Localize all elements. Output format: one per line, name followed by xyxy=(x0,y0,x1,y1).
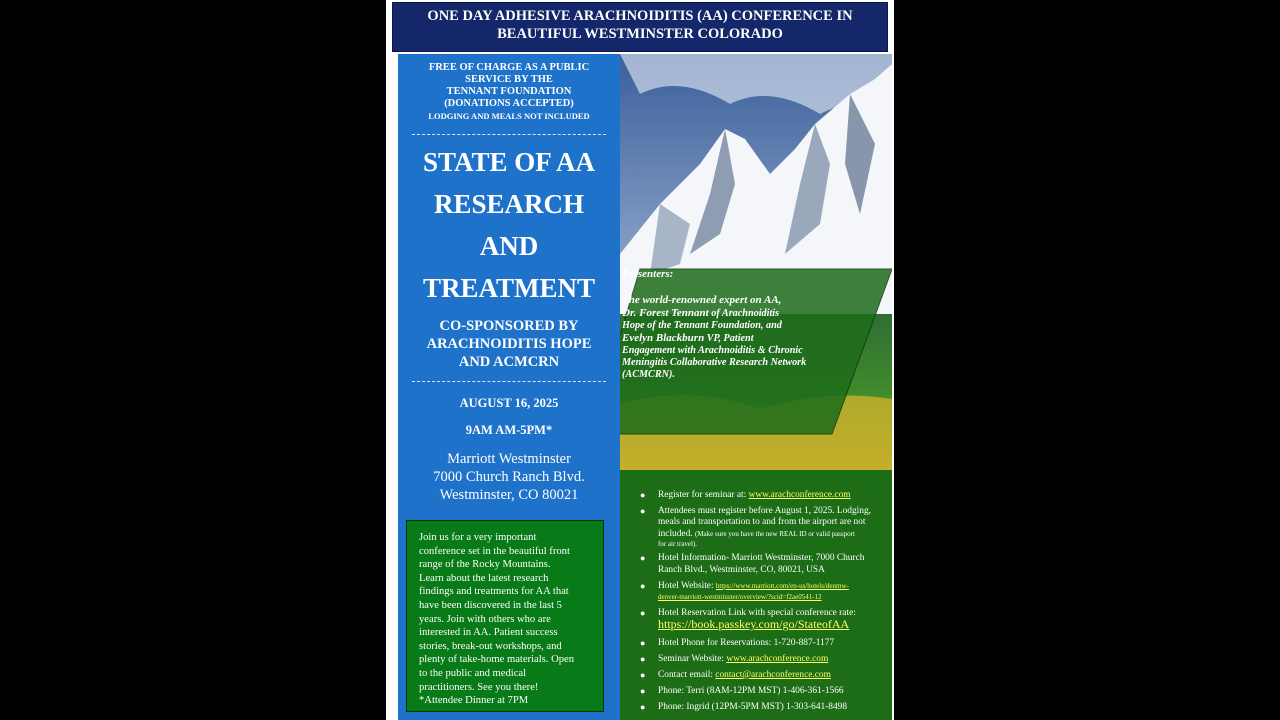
note-line: TENNANT FOUNDATION xyxy=(446,86,572,97)
dashed-divider xyxy=(412,134,606,135)
blurb-line: years. Join with others who are xyxy=(419,613,551,625)
title-line: TREATMENT xyxy=(422,273,596,303)
venue-line: Marriott Westminster xyxy=(447,451,571,467)
info-seminar-website: ● Seminar Website: www.arachconference.com xyxy=(640,653,829,664)
note-line: (DONATIONS ACCEPTED) xyxy=(444,98,574,109)
blurb-line: practitioners. See you there! xyxy=(419,681,539,693)
register-link[interactable]: www.arachconference.com xyxy=(748,490,851,500)
cosponsor-line: ARACHNOIDITIS HOPE xyxy=(426,336,592,352)
left-column xyxy=(398,54,620,720)
cosponsor-text xyxy=(398,317,620,371)
blurb-line: findings and treatments for AA that xyxy=(419,586,569,598)
note-line: SERVICE BY THE xyxy=(465,74,553,85)
flyer-header xyxy=(392,2,888,52)
event-date: AUGUST 16, 2025 xyxy=(459,396,559,410)
blurb-line: Join us for a very important xyxy=(419,532,537,543)
info-hotel-website: ● Hotel Website: https://www.marriott.com/en-us/hotels/denmw- denver-marriott-westminster/overview/?scid=f2ae0541-12 xyxy=(640,580,849,601)
title-line: RESEARCH xyxy=(433,189,585,219)
free-of-charge-note xyxy=(398,62,620,122)
mountain-landscape-image xyxy=(620,54,892,470)
venue-line: Westminster, CO 80021 xyxy=(439,487,579,503)
blurb-line: *Attendee Dinner at 7PM xyxy=(419,695,529,707)
note-line-small: LODGING AND MEALS NOT INCLUDED xyxy=(428,111,590,121)
right-column xyxy=(620,54,892,720)
info-hotel-phone: ● Hotel Phone for Reservations: 1-720-887-1177 xyxy=(640,637,835,648)
venue-line: 7000 Church Ranch Blvd. xyxy=(433,469,585,485)
header-line-1: ONE DAY ADHESIVE ARACHNOIDITIS (AA) CONFERENCE IN xyxy=(427,8,853,24)
reservation-link[interactable]: https://book.passkey.com/go/StateofAA xyxy=(658,617,850,632)
blurb-line: stories, break-out workshops, and xyxy=(419,640,562,652)
note-line: FREE OF CHARGE AS A PUBLIC xyxy=(428,62,590,73)
event-time: 9AM AM-5PM* xyxy=(465,423,553,437)
hotel-website-link-cont[interactable]: denver-marriott-westminster/overview/?scid=f2ae0541-12 xyxy=(658,592,822,601)
real-id-note: (Make sure you have the new REAL ID or valid passport xyxy=(694,529,855,538)
info-hotel: ● Hotel Information- Marriott Westminster, 7000 Church Ranch Blvd., Westminster, CO, 80021, USA xyxy=(640,553,865,575)
info-attendees: ● Attendees must register before August 1, 2025. Lodging, meals and transportation to and from the airport are not included. (Make sure you have the new REAL ID or valid passport for air travel). xyxy=(640,506,871,548)
cosponsor-line: CO-SPONSORED BY xyxy=(439,318,579,334)
seminar-website-link[interactable]: www.arachconference.com xyxy=(726,653,829,664)
venue-address xyxy=(398,450,620,504)
event-title xyxy=(398,141,620,309)
hotel-website-link[interactable]: https://www.marriott.com/en-us/hotels/denmw- xyxy=(715,581,849,590)
header-line-2: BEAUTIFUL WESTMINSTER COLORADO xyxy=(497,26,783,42)
info-phone-ingrid: ● Phone: Ingrid (12PM-5PM MST) 1-303-641-8498 xyxy=(640,702,848,713)
dashed-divider xyxy=(412,381,606,382)
info-contact-email: ● Contact email: contact@arachconference.com xyxy=(640,669,831,680)
info-reservation: ● Hotel Reservation Link with special conference rate: https://book.passkey.com/go/StateofAA xyxy=(640,608,856,632)
conference-flyer xyxy=(386,0,894,720)
event-info-list xyxy=(632,490,888,719)
blurb-line: to the public and medical xyxy=(419,667,527,679)
cosponsor-line: AND ACMCRN xyxy=(458,354,560,370)
info-phone-terri: ● Phone: Terri (8AM-12PM MST) 1-406-361-1566 xyxy=(640,686,844,697)
description-box xyxy=(406,520,604,712)
blurb-line: conference set in the beautiful front xyxy=(419,545,570,557)
presenters-title: Presenters: xyxy=(622,268,674,280)
contact-email-link[interactable]: contact@arachconference.com xyxy=(715,669,831,680)
title-line: STATE OF AA xyxy=(422,147,596,177)
blurb-line: plenty of take-home materials. Open xyxy=(419,654,575,666)
blurb-line: Learn about the latest research xyxy=(419,572,549,584)
blurb-line: range of the Rocky Mountains. xyxy=(419,559,551,571)
blurb-line: interested in AA. Patient success xyxy=(419,627,558,639)
blurb-line: have been discovered in the last 5 xyxy=(419,599,562,611)
title-line: AND xyxy=(479,231,539,261)
info-register: ● Register for seminar at: www.arachconference.com xyxy=(640,490,851,500)
presenters-panel: Presenters: The world-renowned expert on AA, Dr. Forest Tennant of Arachnoiditis Hope of the Tennant Foundation, and Evelyn Blackburn VP, Patient Engagement with Arachnoiditis & Chronic Meningitis Collaborative Research Network (ACMCRN). xyxy=(622,268,844,381)
